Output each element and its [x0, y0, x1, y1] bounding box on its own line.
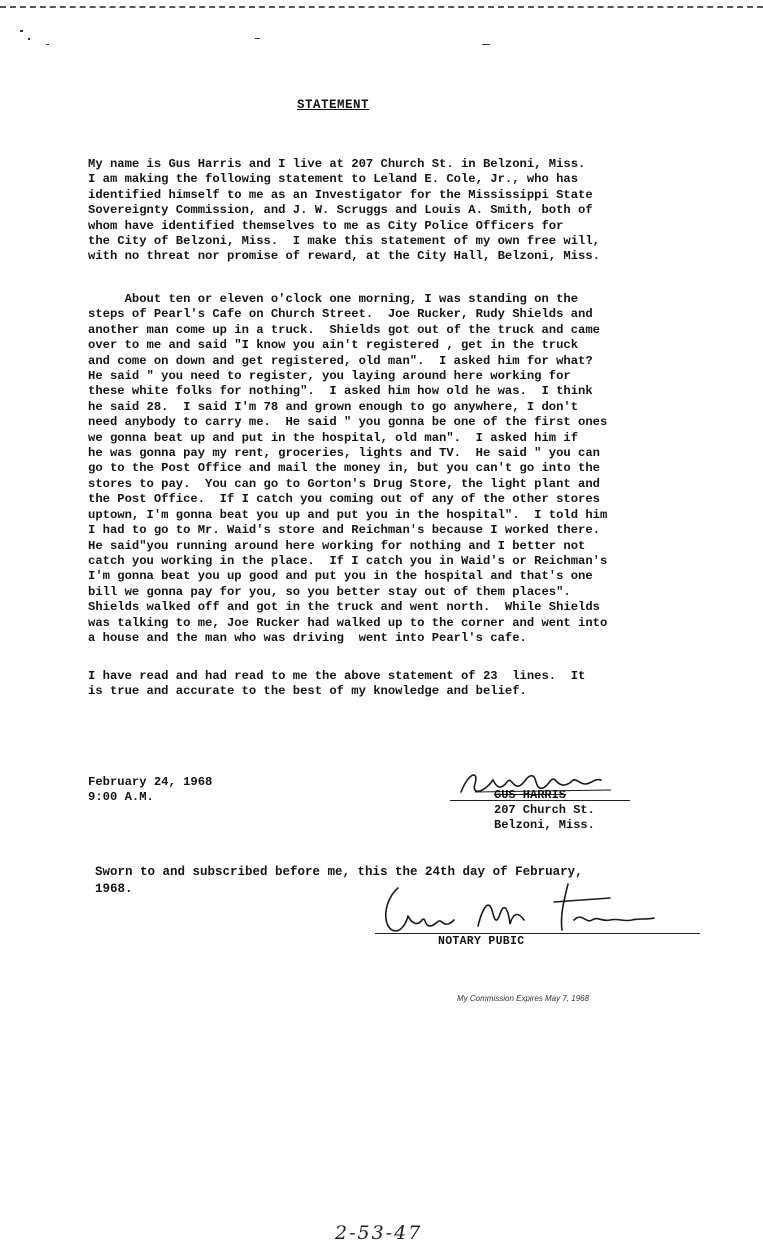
paragraph-identity: [88, 157, 728, 265]
signer-address: [494, 788, 595, 833]
text-line: and come on down and get registered, old man". I asked him for what?: [88, 353, 593, 368]
paragraph-account: [88, 292, 728, 646]
paragraph-attestation: [88, 669, 728, 700]
text-line: 1968.: [95, 882, 133, 896]
text-line: Shields walked off and got in the truck and went north. While Shields: [88, 600, 600, 615]
speck: [482, 44, 490, 45]
text-line: with no threat nor promise of reward, at the City Hall, Belzoni, Miss.: [88, 249, 600, 264]
text-line: catch you working in the place. If I catch you in Waid's or Reichman's: [88, 553, 608, 568]
text-line: uptown, I'm gonna beat you up and put you in the hospital". I told him: [88, 507, 608, 522]
text-line: a house and the man who was driving went into Pearl's cafe.: [88, 630, 527, 645]
notary-label: NOTARY PUBIC: [438, 935, 525, 948]
signer-name: GUS HARRIS: [494, 788, 567, 802]
commission-stamp: My Commission Expires May 7, 1968: [457, 994, 590, 1003]
text-line: whom have identified themselves to me as City Police Officers for: [88, 218, 564, 233]
speck: [46, 44, 49, 45]
speck: [255, 38, 260, 39]
notary-signature: [378, 880, 668, 936]
text-line: identified himself to me as an Investigator for the Mississippi State: [88, 187, 593, 202]
text-line: I am making the following statement to Leland E. Cole, Jr., who has: [88, 172, 579, 187]
notary-signature-line: [375, 933, 700, 934]
text-line: steps of Pearl's Cafe on Church Street. Joe Rucker, Rudy Shields and: [88, 307, 593, 322]
text-line: was talking to me, Joe Rucker had walked up to the corner and went into: [88, 615, 608, 630]
text-line: About ten or eleven o'clock one morning, I was standing on the: [88, 292, 579, 306]
document-number: 2-53-47: [335, 1222, 423, 1244]
text-line: the City of Belzoni, Miss. I make this statement of my own free will,: [88, 234, 600, 249]
speck: [28, 38, 30, 40]
statement-date: February 24, 1968: [88, 775, 213, 789]
text-line: is true and accurate to the best of my knowledge and belief.: [88, 684, 527, 699]
text-line: we gonna beat up and put in the hospital, old man". I asked him if: [88, 430, 579, 445]
text-line: Sworn to and subscribed before me, this the 24th day of February,: [95, 865, 583, 879]
text-line: I had to go to Mr. Waid's store and Reichman's because I worked there.: [88, 523, 600, 538]
text-line: he was gonna pay my rent, groceries, lights and TV. He said " you can: [88, 446, 600, 461]
text-line: over to me and said "I know you ain't registered , get in the truck: [88, 338, 579, 353]
text-line: go to the Post Office and mail the money in, but you can't go into the: [88, 461, 600, 476]
text-line: bill we gonna pay for you, so you better stay out of them places".: [88, 584, 571, 599]
signer-city: Belzoni, Miss.: [494, 818, 595, 832]
speck: [20, 30, 23, 32]
top-border: [0, 0, 763, 8]
statement-title: STATEMENT: [297, 98, 370, 112]
text-line: He said"you running around here working for nothing and I better not: [88, 538, 586, 553]
statement-time: 9:00 A.M.: [88, 790, 154, 804]
signer-street: 207 Church St.: [494, 803, 595, 817]
text-line: My name is Gus Harris and I live at 207 Church St. in Belzoni, Miss.: [88, 157, 586, 171]
text-line: another man come up in a truck. Shields got out of the truck and came: [88, 322, 600, 337]
text-line: I'm gonna beat you up good and put you in the hospital and that's one: [88, 569, 593, 584]
text-line: stores to pay. You can go to Gorton's Drug Store, the light plant and: [88, 476, 600, 491]
text-line: he said 28. I said I'm 78 and grown enough to go anywhere, I don't: [88, 399, 579, 414]
text-line: Sovereignty Commission, and J. W. Scruggs and Louis A. Smith, both of: [88, 203, 593, 218]
text-line: He said " you need to register, you laying around here working for: [88, 369, 571, 384]
date-block: [88, 775, 212, 805]
text-line: these white folks for nothing". I asked him how old he was. I think: [88, 384, 593, 399]
text-line: I have read and had read to me the above statement of 23 lines. It: [88, 669, 586, 683]
text-line: the Post Office. If I catch you coming out of any of the other stores: [88, 492, 600, 507]
text-line: need anybody to carry me. He said " you gonna be one of the first ones: [88, 415, 608, 430]
